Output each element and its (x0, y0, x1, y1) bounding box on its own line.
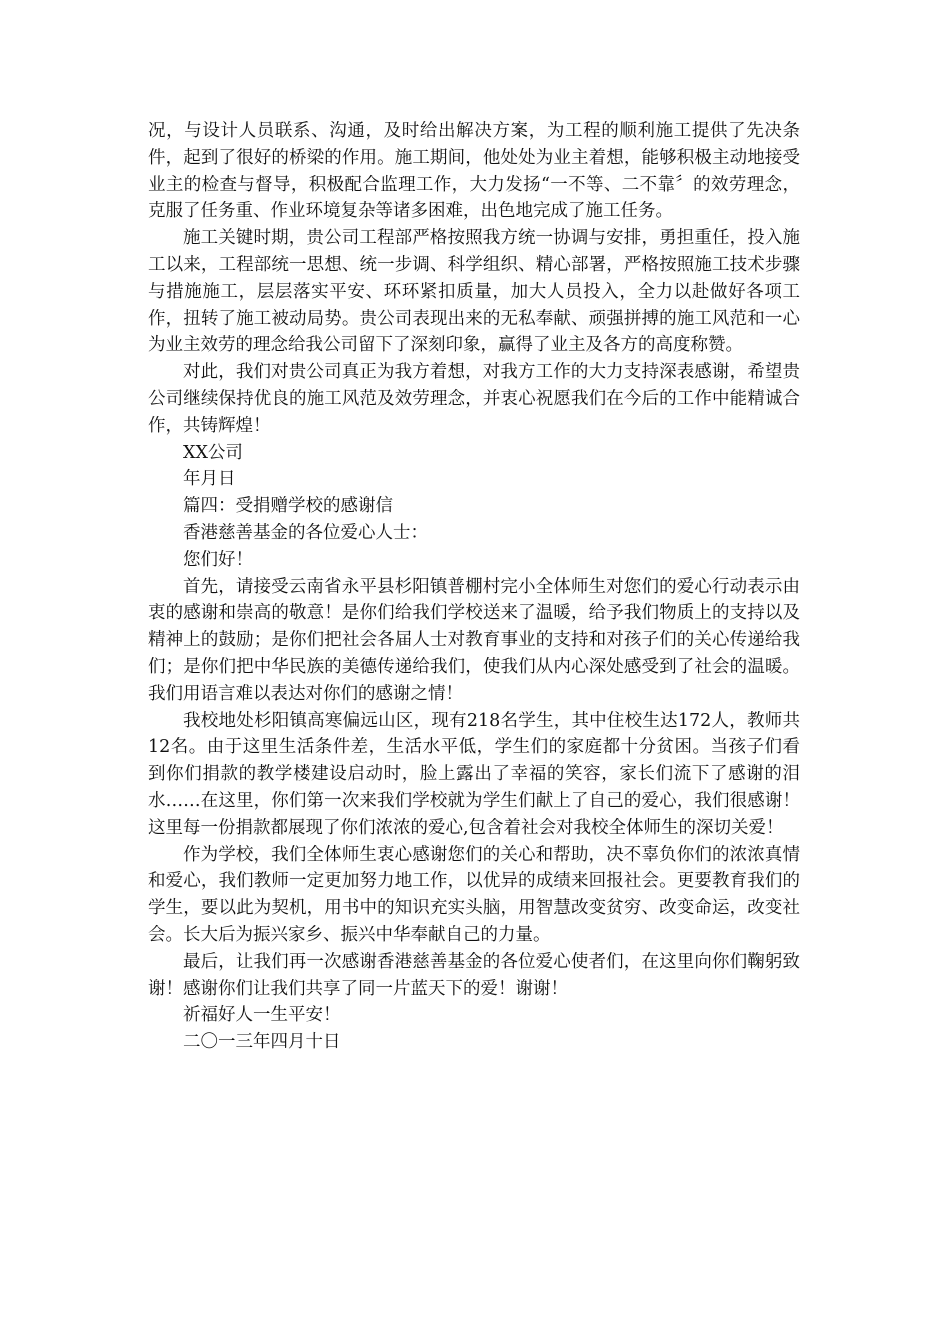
paragraph-school-intro: 我校地处杉阳镇高寒偏远山区，现有218名学生，其中住校生达172人，教师共12名。由于这里生活条件差，生活水平低，学生们的家庭都十分贫困。当孩子们看到你们捐款的教学楼建设启动时，脸上露出了幸福的笑容，家长们流下了感谢的泪水……在这里，你们第一次来我们学校就为学生们献上了自己的爱心，我们很感谢！这里每一份捐款都展现了你们浓浓的爱心,包含着社会对我校全体师生的深切关爱！ (148, 710, 800, 838)
paragraph-closing: 最后，让我们再一次感谢香港慈善基金的各位爱心使者们，在这里向你们鞠躬致谢！感谢你们让我们共享了同一片蓝天下的爱！谢谢！ (148, 951, 800, 999)
paragraph-continuation: 况，与设计人员联系、沟通，及时给出解决方案，为工程的顺利施工提供了先决条件，起到了很好的桥梁的作用。施工期间，他处处为业主着想，能够积极主动地接受业主的检查与督导，积极配合监理工作，大力发扬“一不等、二不靠〞的效劳理念，克服了任务重、作业环境复杂等诸多困难，出色地完成了施工任务。 (148, 121, 800, 222)
paragraph-construction-period: 施工关键时期，贵公司工程部严格按照我方统一协调与安排，勇担重任，投入施工以来，工程部统一思想、统一步调、科学组织、精心部署，严格按照施工技术步骤与措施施工，层层落实平安、环环紧扣质量，加大人员投入，全力以赴做好各项工作，扭转了施工被动局势。贵公司表现出来的无私奉献、顽强拼搏的施工风范和一心为业主效劳的理念给我公司留下了深刻印象，赢得了业主及各方的高度称赞。 (148, 228, 800, 356)
paragraph-gratitude: 首先，请接受云南省永平县杉阳镇普棚村完小全体师生对您们的爱心行动表示由衷的感谢和崇高的敬意！是你们给我们学校送来了温暖，给予我们物质上的支持以及精神上的鼓励；是你们把社会各届人士对教育事业的支持和对孩子们的关心传递给我们；是你们把中华民族的美德传递给我们，使我们从内心深处感受到了社会的温暖。我们用语言难以表达对你们的感谢之情！ (148, 576, 800, 704)
signature-date: 年月日 (183, 469, 236, 490)
signature-company: XX公司 (183, 442, 243, 463)
paragraph-thanks: 对此，我们对贵公司真正为我方着想，对我方工作的大力支持深表感谢，希望贵公司继续保持优良的施工风范及效劳理念，并衷心祝愿我们在今后的工作中能精诚合作，共铸辉煌！ (148, 362, 800, 436)
paragraph-commitment: 作为学校，我们全体师生衷心感谢您们的关心和帮助，决不辜负你们的浓浓真情和爱心，我们教师一定更加努力地工作，以优异的成绩来回报社会。更要教育我们的学生，要以此为契机，用书中的知识充实头脑，用智慧改变贫穷、改变命运，改变社会。长大后为振兴家乡、振兴中华奉献自己的力量。 (148, 844, 800, 945)
greeting: 您们好！ (183, 549, 253, 570)
section-heading: 篇四：受捐赠学校的感谢信 (183, 496, 393, 517)
document-body (148, 118, 800, 1056)
blessing: 祈福好人一生平安！ (183, 1005, 341, 1026)
salutation: 香港慈善基金的各位爱心人士： (183, 522, 428, 543)
letter-date: 二〇一三年四月十日 (183, 1032, 341, 1053)
